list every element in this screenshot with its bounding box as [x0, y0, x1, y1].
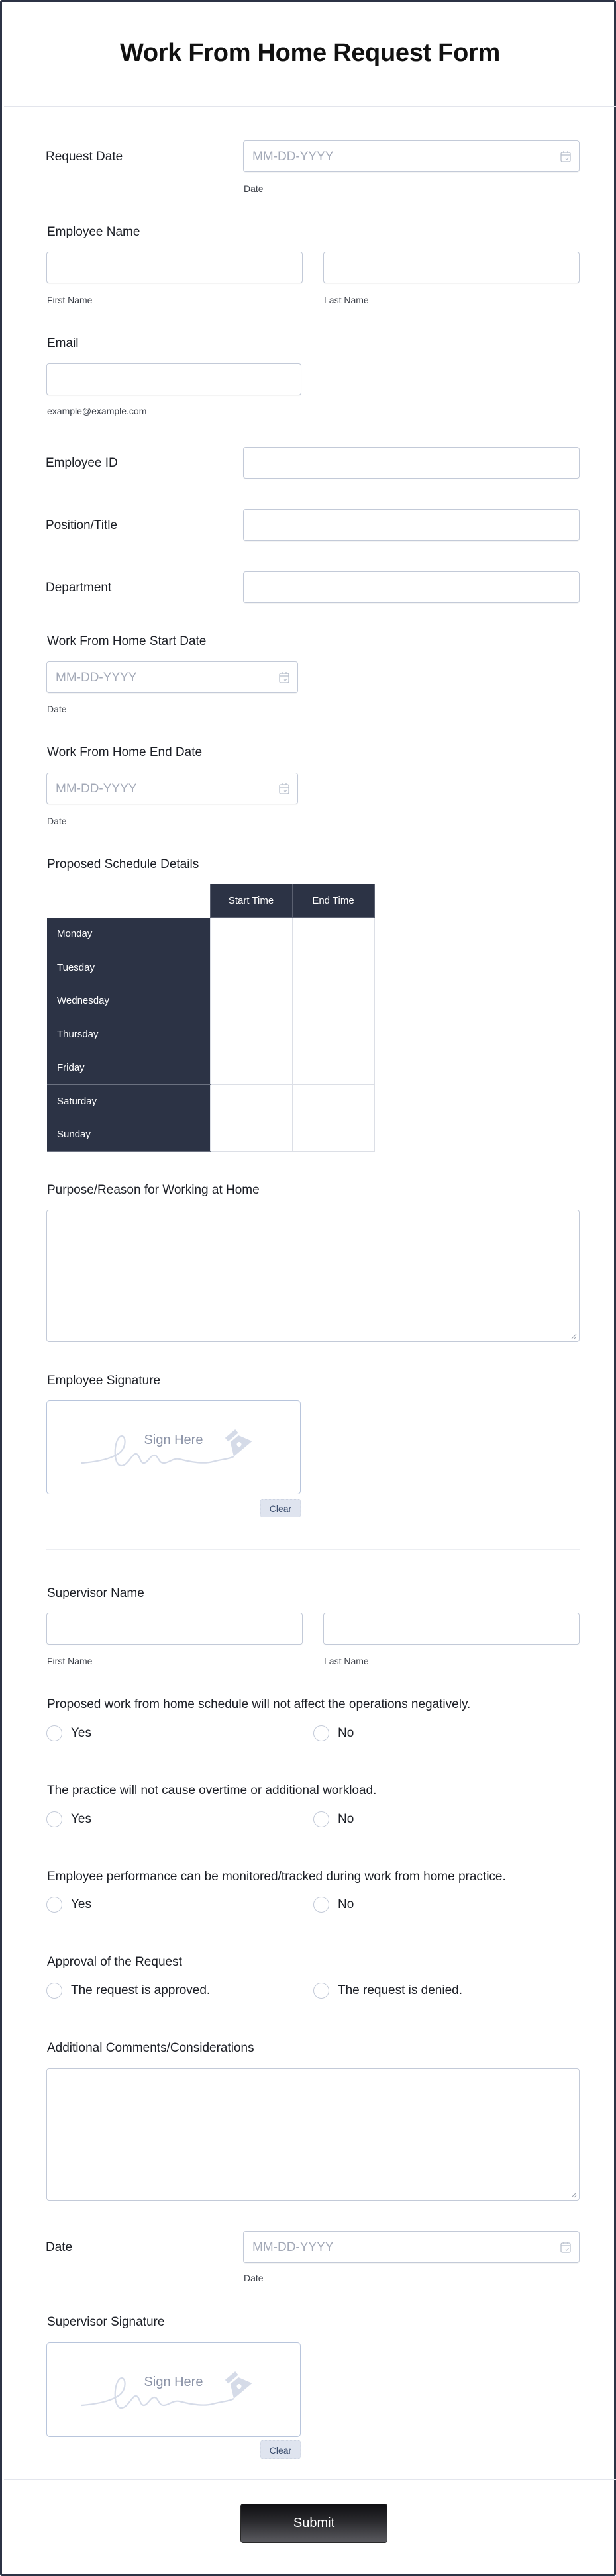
email-label: Email	[47, 336, 79, 350]
sign-here-placeholder: Sign Here	[144, 2375, 203, 2389]
table-row	[47, 918, 374, 951]
table-row	[47, 984, 374, 1018]
employee-signature-pad[interactable]	[46, 1400, 301, 1494]
performance-yes-label[interactable]: Yes	[71, 1897, 91, 1911]
table-row	[47, 1118, 374, 1152]
resize-handle-icon[interactable]	[571, 2192, 577, 2198]
purpose-textarea[interactable]	[46, 1210, 580, 1342]
operations-no-radio[interactable]	[313, 1725, 329, 1741]
table-row	[47, 951, 374, 984]
tuesday-end-time-cell[interactable]	[292, 951, 374, 984]
sunday-end-time-cell[interactable]	[292, 1118, 374, 1152]
performance-no-radio[interactable]	[313, 1897, 329, 1913]
end-date-sublabel: Date	[47, 816, 67, 826]
employee-id-input[interactable]	[243, 447, 580, 479]
performance-yes-radio[interactable]	[46, 1897, 62, 1913]
overtime-yes-radio[interactable]	[46, 1811, 62, 1827]
signature-pen-icon	[80, 2368, 272, 2414]
request-date-input[interactable]	[243, 140, 580, 172]
approved-radio[interactable]	[46, 1983, 62, 1999]
schedule-label: Proposed Schedule Details	[47, 857, 199, 871]
email-input[interactable]	[46, 363, 301, 395]
employee-id-label: Employee ID	[46, 456, 118, 470]
supervisor-first-name-sublabel: First Name	[47, 1656, 93, 1666]
operations-yes-radio[interactable]	[46, 1725, 62, 1741]
date-sublabel: Date	[244, 2273, 264, 2283]
question-performance-label: Employee performance can be monitored/tracked during work from home practice.	[47, 1870, 506, 1884]
monday-start-time-cell[interactable]	[210, 918, 292, 951]
supervisor-signature-label: Supervisor Signature	[47, 2315, 165, 2329]
position-label: Position/Title	[46, 518, 118, 532]
supervisor-last-name-input[interactable]	[323, 1613, 580, 1645]
overtime-no-radio[interactable]	[313, 1811, 329, 1827]
row-label-friday: Friday	[47, 1051, 210, 1085]
schedule-matrix	[47, 884, 375, 1152]
request-date-label: Request Date	[46, 150, 123, 164]
approved-label[interactable]: The request is approved.	[71, 1983, 211, 1997]
question-operations-label: Proposed work from home schedule will not affect the operations negatively.	[47, 1697, 471, 1711]
submit-button[interactable]: Submit	[240, 2504, 387, 2543]
signature-pen-icon	[80, 1426, 272, 1472]
email-helper: example@example.com	[47, 406, 147, 416]
row-label-saturday: Saturday	[47, 1084, 210, 1118]
matrix-corner	[47, 884, 210, 918]
supervisor-first-name-input[interactable]	[46, 1613, 303, 1645]
start-date-label: Work From Home Start Date	[47, 634, 207, 648]
question-overtime-label: The practice will not cause overtime or additional workload.	[47, 1784, 377, 1797]
column-header-end-time: End Time	[292, 884, 374, 918]
table-row	[47, 1018, 374, 1051]
footer-divider	[4, 2479, 616, 2480]
thursday-start-time-cell[interactable]	[210, 1018, 292, 1051]
saturday-start-time-cell[interactable]	[210, 1084, 292, 1118]
employee-name-label: Employee Name	[47, 225, 140, 239]
start-date-sublabel: Date	[47, 704, 67, 714]
sunday-start-time-cell[interactable]	[210, 1118, 292, 1152]
date-input[interactable]	[243, 2231, 580, 2263]
comments-textarea[interactable]	[46, 2068, 580, 2201]
comments-label: Additional Comments/Considerations	[47, 2041, 254, 2055]
purpose-label: Purpose/Reason for Working at Home	[47, 1183, 260, 1197]
position-input[interactable]	[243, 509, 580, 541]
employee-signature-label: Employee Signature	[47, 1374, 161, 1388]
section-divider	[46, 1549, 580, 1550]
row-label-tuesday: Tuesday	[47, 951, 210, 984]
denied-label[interactable]: The request is denied.	[338, 1983, 463, 1997]
operations-yes-label[interactable]: Yes	[71, 1726, 91, 1740]
employee-last-name-input[interactable]	[323, 252, 580, 283]
request-date-sublabel: Date	[244, 183, 264, 194]
denied-radio[interactable]	[313, 1983, 329, 1999]
employee-first-name-input[interactable]	[46, 252, 303, 283]
employee-last-name-sublabel: Last Name	[324, 295, 369, 305]
calendar-icon[interactable]	[560, 150, 571, 162]
overtime-yes-label[interactable]: Yes	[71, 1812, 91, 1826]
wednesday-end-time-cell[interactable]	[292, 984, 374, 1018]
calendar-icon[interactable]	[560, 2241, 571, 2253]
calendar-icon[interactable]	[279, 671, 289, 683]
operations-no-label[interactable]: No	[338, 1726, 354, 1740]
performance-no-label[interactable]: No	[338, 1897, 354, 1911]
friday-start-time-cell[interactable]	[210, 1051, 292, 1085]
row-label-wednesday: Wednesday	[47, 984, 210, 1018]
resize-handle-icon[interactable]	[571, 1333, 577, 1339]
supervisor-name-label: Supervisor Name	[47, 1586, 144, 1600]
start-date-placeholder: MM-DD-YYYY	[56, 671, 137, 685]
saturday-end-time-cell[interactable]	[292, 1084, 374, 1118]
header-divider	[4, 106, 616, 107]
row-label-monday: Monday	[47, 918, 210, 951]
tuesday-start-time-cell[interactable]	[210, 951, 292, 984]
end-date-label: Work From Home End Date	[47, 745, 203, 759]
form-title: Work From Home Request Form	[120, 39, 500, 67]
calendar-icon[interactable]	[279, 783, 289, 794]
approval-label: Approval of the Request	[47, 1955, 182, 1969]
row-label-thursday: Thursday	[47, 1018, 210, 1051]
end-date-placeholder: MM-DD-YYYY	[56, 782, 137, 796]
department-input[interactable]	[243, 571, 580, 603]
overtime-no-label[interactable]: No	[338, 1812, 354, 1826]
friday-end-time-cell[interactable]	[292, 1051, 374, 1085]
sign-here-placeholder: Sign Here	[144, 1433, 203, 1447]
monday-end-time-cell[interactable]	[292, 918, 374, 951]
supervisor-last-name-sublabel: Last Name	[324, 1656, 369, 1666]
supervisor-signature-clear-button[interactable]: Clear	[260, 2440, 301, 2459]
end-date-input[interactable]	[46, 773, 298, 804]
request-date-placeholder: MM-DD-YYYY	[252, 150, 334, 164]
wednesday-start-time-cell[interactable]	[210, 984, 292, 1018]
date-placeholder: MM-DD-YYYY	[252, 2240, 334, 2254]
employee-signature-clear-button[interactable]: Clear	[260, 1499, 301, 1517]
start-date-input[interactable]	[46, 661, 298, 693]
supervisor-signature-pad[interactable]	[46, 2342, 301, 2437]
department-label: Department	[46, 581, 112, 595]
column-header-start-time: Start Time	[210, 884, 292, 918]
table-row	[47, 1084, 374, 1118]
employee-first-name-sublabel: First Name	[47, 295, 93, 305]
date-label: Date	[46, 2240, 73, 2254]
thursday-end-time-cell[interactable]	[292, 1018, 374, 1051]
row-label-sunday: Sunday	[47, 1118, 210, 1152]
table-row	[47, 1051, 374, 1085]
